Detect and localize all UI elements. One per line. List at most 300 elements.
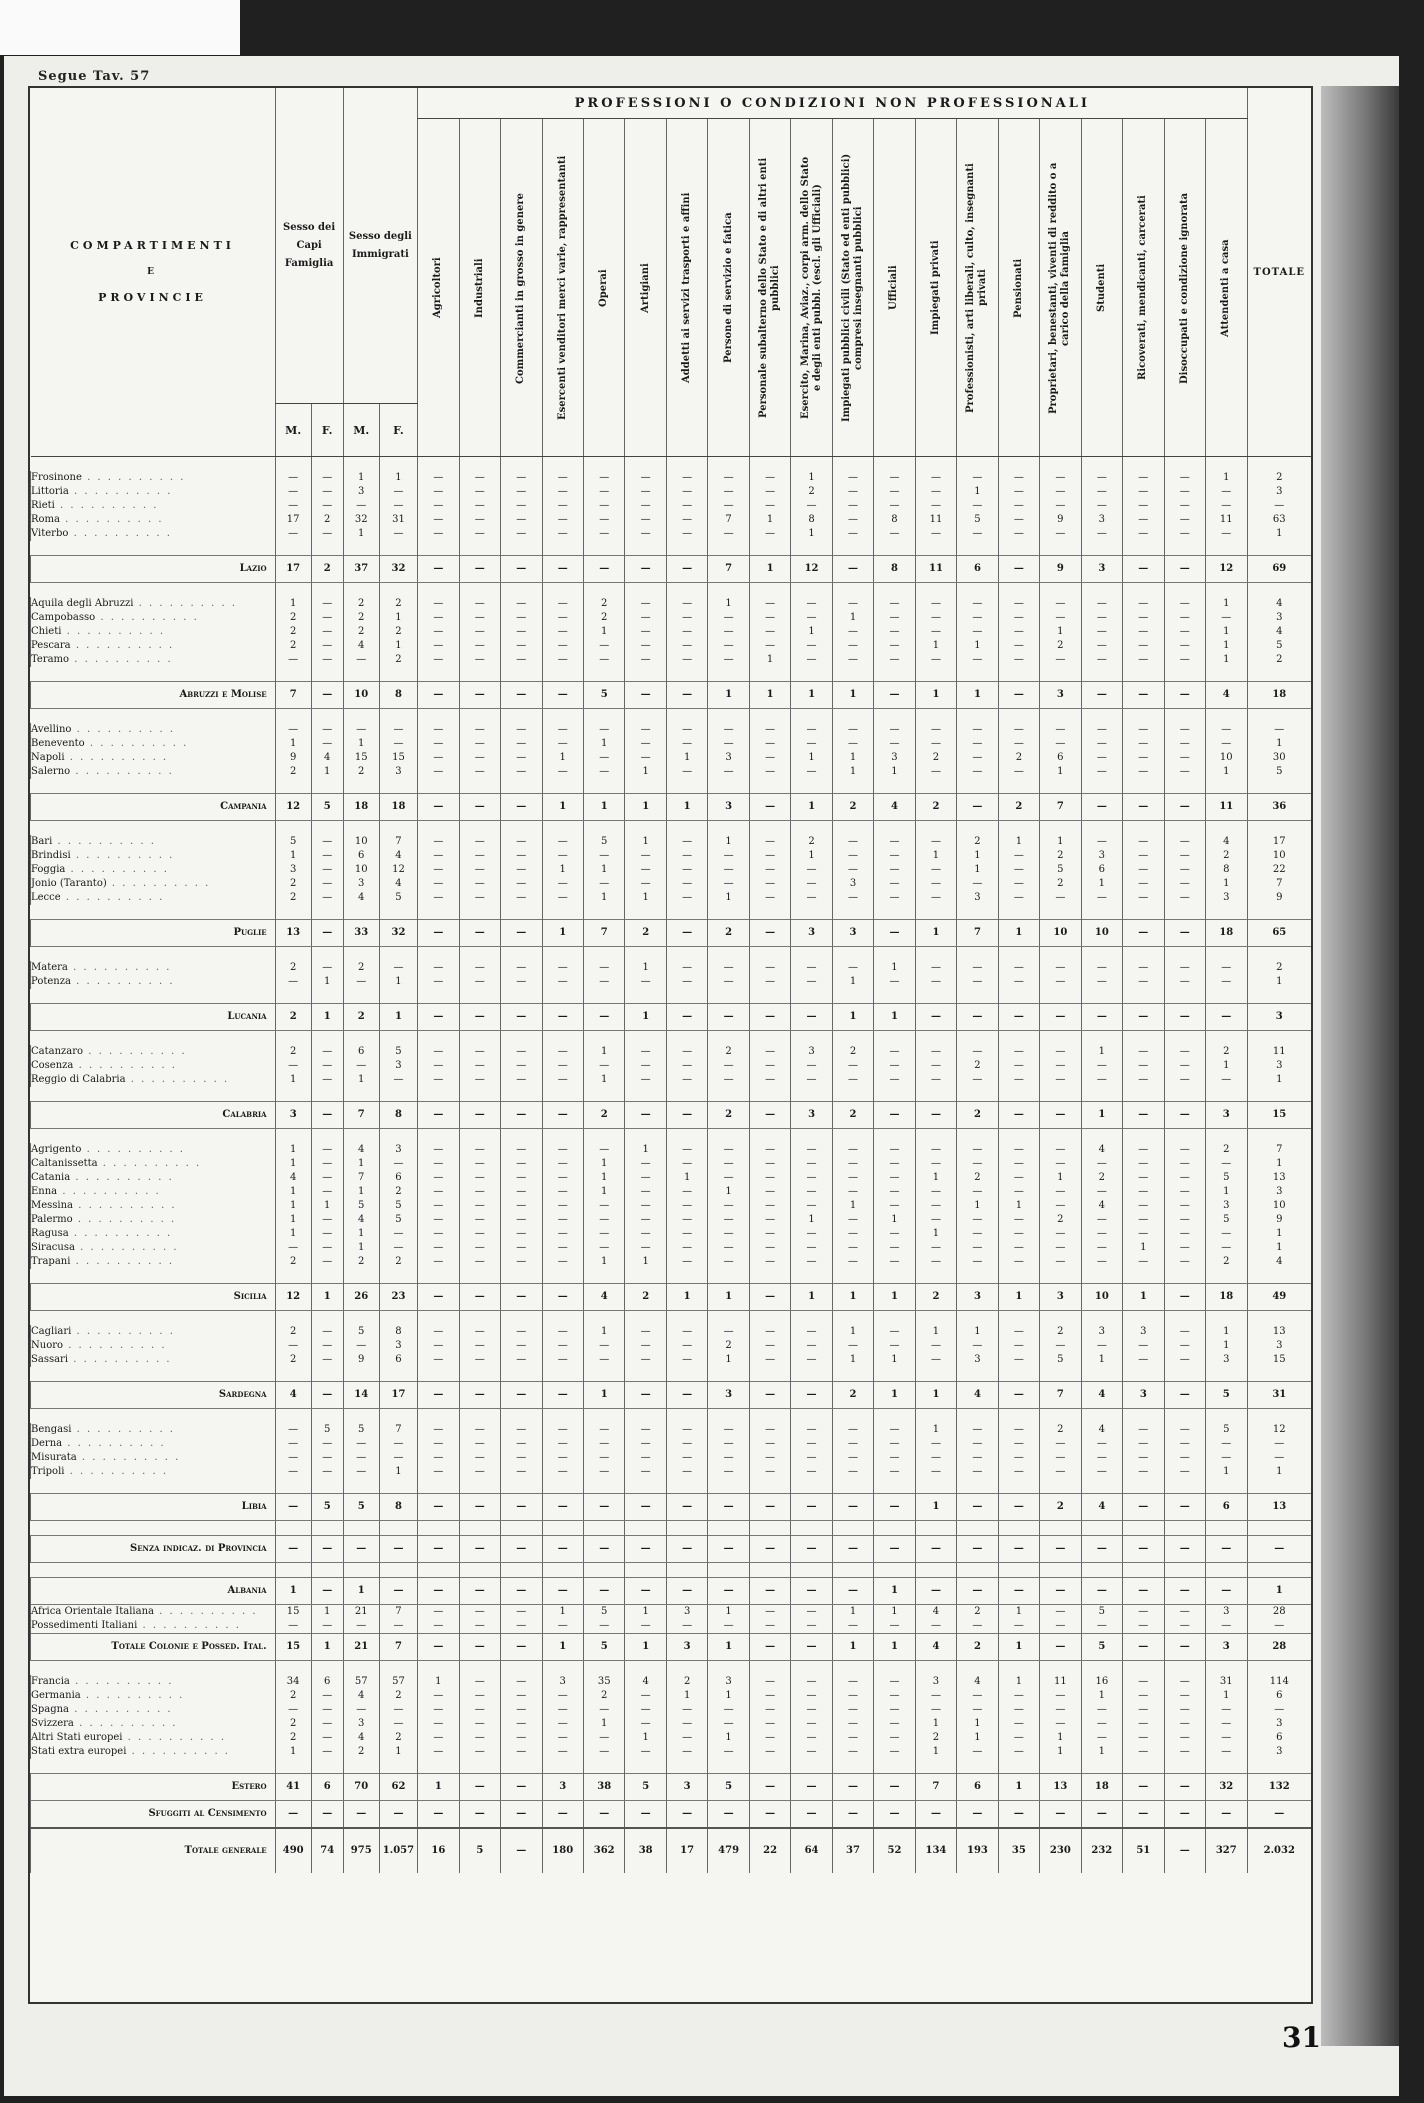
scan-top-margin bbox=[0, 0, 240, 55]
profession-header-13 bbox=[915, 119, 956, 457]
cell-value: 1 bbox=[379, 975, 417, 989]
cell-value: — bbox=[666, 1353, 707, 1367]
cell-value: — bbox=[998, 485, 1039, 499]
cell-value: — bbox=[832, 891, 873, 905]
cell-value: — bbox=[459, 1731, 500, 1745]
spacer-cell bbox=[542, 709, 583, 724]
spacer-cell bbox=[459, 1129, 500, 1144]
cell-value: — bbox=[791, 1703, 832, 1717]
spacer-cell bbox=[275, 905, 311, 920]
spacer-cell bbox=[418, 1269, 459, 1284]
cell-value: — bbox=[874, 1339, 915, 1353]
row-label bbox=[31, 1284, 276, 1311]
spacer-cell bbox=[998, 1661, 1039, 1676]
spacer-cell bbox=[542, 1269, 583, 1284]
cell-value: — bbox=[311, 1619, 343, 1634]
cell-value: — bbox=[791, 639, 832, 653]
spacer-cell bbox=[915, 1031, 956, 1046]
cell-value: 16 bbox=[418, 1828, 459, 1873]
cell-value: — bbox=[1164, 1731, 1205, 1745]
cell-value: — bbox=[459, 1171, 500, 1185]
spacer-cell bbox=[832, 989, 873, 1004]
spacer-cell bbox=[791, 1367, 832, 1382]
row-label bbox=[31, 1102, 276, 1129]
spacer-cell bbox=[1123, 1661, 1164, 1676]
cell-value: — bbox=[832, 1731, 873, 1745]
spacer-cell bbox=[915, 821, 956, 836]
spacer-cell bbox=[749, 541, 790, 556]
cell-value: — bbox=[1123, 1353, 1164, 1367]
cell-value: 3 bbox=[1206, 1199, 1248, 1213]
cell-value: — bbox=[1164, 1353, 1205, 1367]
sfuggiti-row bbox=[31, 1801, 1312, 1829]
cell-value: 37 bbox=[343, 556, 379, 583]
spacer-cell bbox=[666, 1563, 707, 1578]
row-label bbox=[31, 653, 276, 667]
cell-value: — bbox=[874, 1227, 915, 1241]
spacer-cell bbox=[874, 667, 915, 682]
cell-value: — bbox=[874, 877, 915, 891]
cell-value: 10 bbox=[1081, 920, 1122, 947]
cell-value: — bbox=[625, 1213, 666, 1227]
leader-dots: . . . . . . . . . . bbox=[106, 878, 211, 889]
cell-value: — bbox=[583, 513, 624, 527]
spacer-cell bbox=[1123, 1479, 1164, 1494]
cell-value: — bbox=[501, 1339, 542, 1353]
cell-value: 17 bbox=[379, 1382, 417, 1409]
cell-value: — bbox=[459, 513, 500, 527]
cell-value: — bbox=[1206, 1227, 1248, 1241]
spacer-cell bbox=[343, 667, 379, 682]
cell-value: — bbox=[998, 975, 1039, 989]
row-label bbox=[31, 597, 276, 611]
cell-value: 57 bbox=[343, 1675, 379, 1689]
spacer-cell bbox=[459, 1367, 500, 1382]
cell-value: — bbox=[749, 1325, 790, 1339]
spacer-cell bbox=[749, 1031, 790, 1046]
cell-value: — bbox=[1164, 639, 1205, 653]
cell-value: — bbox=[1164, 513, 1205, 527]
leader-dots: . . . . . . . . . . bbox=[60, 892, 165, 903]
row-label bbox=[31, 1828, 276, 1873]
spacer-row bbox=[31, 947, 1312, 962]
spacer-cell bbox=[343, 1129, 379, 1144]
cell-value: — bbox=[1123, 1171, 1164, 1185]
spacer-cell bbox=[583, 821, 624, 836]
spacer-cell bbox=[343, 821, 379, 836]
cell-value: 1 bbox=[957, 485, 998, 499]
cell-value: — bbox=[418, 1339, 459, 1353]
cell-value: — bbox=[749, 1185, 790, 1199]
province-row bbox=[31, 597, 1312, 611]
spacer-cell bbox=[379, 709, 417, 724]
cell-value: 10 bbox=[1247, 849, 1311, 863]
spacer-cell bbox=[311, 1311, 343, 1326]
cell-value: 3 bbox=[1040, 1284, 1081, 1311]
cell-value: 1 bbox=[957, 1717, 998, 1731]
spacer-cell bbox=[379, 1269, 417, 1284]
cell-value: — bbox=[666, 1731, 707, 1745]
cell-value: 4 bbox=[874, 794, 915, 821]
cell-value: — bbox=[1247, 499, 1311, 513]
spacer-cell bbox=[957, 989, 998, 1004]
row-label bbox=[31, 794, 276, 821]
cell-value: — bbox=[1123, 737, 1164, 751]
cell-value: 2 bbox=[343, 765, 379, 779]
spacer-cell bbox=[708, 1409, 749, 1424]
cell-value: — bbox=[418, 1284, 459, 1311]
possedimenti-row bbox=[31, 1619, 1312, 1634]
cell-value: 13 bbox=[1247, 1171, 1311, 1185]
cell-value: — bbox=[708, 1199, 749, 1213]
spacer-cell bbox=[343, 1087, 379, 1102]
cell-value: — bbox=[1164, 1774, 1205, 1801]
spacer-cell bbox=[1247, 1367, 1311, 1382]
row-label bbox=[31, 513, 276, 527]
cell-value: 1 bbox=[915, 1382, 956, 1409]
cell-value: — bbox=[1040, 1689, 1081, 1703]
spacer-cell bbox=[749, 1367, 790, 1382]
cell-value: — bbox=[708, 1143, 749, 1157]
cell-value: 2 bbox=[275, 1325, 311, 1339]
cell-value: — bbox=[1081, 653, 1122, 667]
cell-value: — bbox=[1164, 1004, 1205, 1031]
cell-value: — bbox=[832, 485, 873, 499]
row-label-text: Chieti bbox=[31, 626, 62, 637]
cell-value: 1 bbox=[625, 891, 666, 905]
cell-value: — bbox=[501, 891, 542, 905]
spacer-cell bbox=[1206, 947, 1248, 962]
cell-value: — bbox=[418, 1494, 459, 1521]
cell-value: — bbox=[501, 1185, 542, 1199]
cell-value: — bbox=[874, 1185, 915, 1199]
cell-value: — bbox=[418, 849, 459, 863]
spacer-cell bbox=[1164, 821, 1205, 836]
spacer-cell bbox=[379, 1311, 417, 1326]
cell-value: — bbox=[501, 1171, 542, 1185]
cell-value: — bbox=[749, 1731, 790, 1745]
cell-value: — bbox=[542, 1157, 583, 1171]
cell-value: — bbox=[275, 1059, 311, 1073]
cell-value: — bbox=[418, 1241, 459, 1255]
cell-value: 2 bbox=[1206, 1143, 1248, 1157]
cell-value: — bbox=[311, 1703, 343, 1717]
row-label-text: Derna bbox=[31, 1438, 63, 1449]
cell-value: 2 bbox=[832, 794, 873, 821]
totale-header: TOTALE bbox=[1247, 88, 1311, 457]
cell-value: — bbox=[791, 1171, 832, 1185]
row-label bbox=[31, 1073, 276, 1087]
cell-value: 1 bbox=[1040, 1171, 1081, 1185]
profession-header-8 bbox=[708, 119, 749, 457]
cell-value: 1 bbox=[343, 527, 379, 541]
spacer-cell bbox=[708, 1521, 749, 1536]
cell-value: 6 bbox=[311, 1675, 343, 1689]
cell-value: — bbox=[957, 1339, 998, 1353]
cell-value: — bbox=[1081, 1227, 1122, 1241]
cell-value: 4 bbox=[1247, 625, 1311, 639]
spacer-cell bbox=[1247, 1563, 1311, 1578]
cell-value: — bbox=[832, 639, 873, 653]
spacer-cell bbox=[1164, 1409, 1205, 1424]
cell-value: — bbox=[666, 1241, 707, 1255]
cell-value: — bbox=[666, 471, 707, 485]
cell-value: — bbox=[874, 1073, 915, 1087]
spacer-cell bbox=[501, 779, 542, 794]
cell-value: — bbox=[311, 1465, 343, 1479]
cell-value: — bbox=[459, 1004, 500, 1031]
cell-value: — bbox=[625, 1745, 666, 1759]
row-label-text: Stati extra europei bbox=[31, 1746, 127, 1757]
row-label-text: Catanzaro bbox=[31, 1046, 84, 1057]
cell-value: — bbox=[832, 1465, 873, 1479]
spacer-cell bbox=[874, 1759, 915, 1774]
cell-value: — bbox=[311, 1213, 343, 1227]
cell-value: 2 bbox=[379, 597, 417, 611]
cell-value: — bbox=[915, 1059, 956, 1073]
spacer-row bbox=[31, 1563, 1312, 1578]
cell-value: — bbox=[583, 485, 624, 499]
spacer-cell bbox=[542, 583, 583, 598]
cell-value: — bbox=[791, 1689, 832, 1703]
spacer-row bbox=[31, 821, 1312, 836]
spacer-cell bbox=[708, 667, 749, 682]
spacer-cell bbox=[501, 947, 542, 962]
cell-value: 3 bbox=[379, 1143, 417, 1157]
cell-value: 1 bbox=[832, 751, 873, 765]
row-label-text: Enna bbox=[31, 1186, 58, 1197]
cell-value: — bbox=[791, 1157, 832, 1171]
cell-value: 2 bbox=[379, 1255, 417, 1269]
cell-value: 1 bbox=[915, 849, 956, 863]
cell-value: 1 bbox=[583, 863, 624, 877]
province-row bbox=[31, 1045, 1312, 1059]
cell-value: — bbox=[542, 1143, 583, 1157]
cell-value: — bbox=[1081, 639, 1122, 653]
cell-value: — bbox=[1206, 1717, 1248, 1731]
cell-value: — bbox=[791, 723, 832, 737]
cell-value: 3 bbox=[1247, 1185, 1311, 1199]
cell-value: 5 bbox=[379, 1045, 417, 1059]
cell-value: 7 bbox=[343, 1102, 379, 1129]
row-label bbox=[31, 1675, 276, 1689]
cell-value: — bbox=[501, 527, 542, 541]
spacer-cell bbox=[874, 1563, 915, 1578]
cell-value: — bbox=[1040, 1437, 1081, 1451]
cell-value: — bbox=[832, 835, 873, 849]
cell-value: 3 bbox=[708, 1675, 749, 1689]
cell-value: — bbox=[501, 1536, 542, 1563]
leader-dots: . . . . . . . . . . bbox=[71, 1424, 175, 1435]
cell-value: — bbox=[1123, 1619, 1164, 1634]
cell-value: — bbox=[998, 513, 1039, 527]
cell-value: — bbox=[501, 1731, 542, 1745]
cell-value: — bbox=[625, 1171, 666, 1185]
cell-value: — bbox=[311, 1801, 343, 1829]
cell-value: — bbox=[1206, 1801, 1248, 1829]
cell-value: — bbox=[542, 1325, 583, 1339]
cell-value: 14 bbox=[343, 1382, 379, 1409]
cell-value: — bbox=[311, 471, 343, 485]
cell-value: 1 bbox=[1247, 1227, 1311, 1241]
cell-value: 26 bbox=[343, 1284, 379, 1311]
cell-value: — bbox=[379, 737, 417, 751]
cell-value: 2 bbox=[666, 1675, 707, 1689]
spacer-cell bbox=[583, 1367, 624, 1382]
spacer-cell bbox=[379, 541, 417, 556]
cell-value: — bbox=[1164, 1689, 1205, 1703]
cell-value: — bbox=[957, 723, 998, 737]
cell-value: 15 bbox=[275, 1605, 311, 1620]
spacer-cell bbox=[1164, 905, 1205, 920]
cell-value: — bbox=[915, 863, 956, 877]
cell-value: — bbox=[583, 765, 624, 779]
cell-value: — bbox=[501, 1828, 542, 1873]
spacer-cell bbox=[708, 709, 749, 724]
spacer-cell bbox=[379, 1563, 417, 1578]
cell-value: — bbox=[625, 1199, 666, 1213]
cell-value: — bbox=[1123, 723, 1164, 737]
cell-value: — bbox=[666, 1494, 707, 1521]
cell-value: — bbox=[343, 975, 379, 989]
spacer-cell bbox=[708, 541, 749, 556]
compartimento-total-row bbox=[31, 1284, 1312, 1311]
cell-value: — bbox=[1123, 1689, 1164, 1703]
cell-value: — bbox=[708, 1578, 749, 1605]
cell-value: 1 bbox=[998, 1605, 1039, 1620]
cell-value: 1 bbox=[625, 1605, 666, 1620]
cell-value: — bbox=[957, 1213, 998, 1227]
profession-label: Agricoltori bbox=[432, 257, 444, 318]
cell-value: — bbox=[583, 1004, 624, 1031]
cell-value: 1 bbox=[998, 1774, 1039, 1801]
row-label bbox=[31, 1157, 276, 1171]
spacer-cell bbox=[542, 1311, 583, 1326]
spacer-cell bbox=[1206, 1269, 1248, 1284]
cell-value: 32 bbox=[379, 556, 417, 583]
cell-value: — bbox=[1081, 1731, 1122, 1745]
row-label-text: Svizzera bbox=[31, 1718, 74, 1729]
cell-value: — bbox=[915, 1255, 956, 1269]
cell-value: — bbox=[625, 611, 666, 625]
spacer-cell bbox=[501, 667, 542, 682]
cell-value: — bbox=[343, 723, 379, 737]
cell-value: — bbox=[666, 877, 707, 891]
cell-value: — bbox=[708, 877, 749, 891]
cell-value: — bbox=[915, 1004, 956, 1031]
cell-value: 5 bbox=[459, 1828, 500, 1873]
cell-value: — bbox=[998, 639, 1039, 653]
cell-value: — bbox=[791, 1494, 832, 1521]
spacer-cell bbox=[791, 1031, 832, 1046]
cell-value: 1 bbox=[311, 1004, 343, 1031]
row-label bbox=[31, 1494, 276, 1521]
row-label-text: Sardegna bbox=[218, 1389, 267, 1400]
cell-value: — bbox=[583, 1241, 624, 1255]
spacer-cell bbox=[749, 709, 790, 724]
cell-value: 33 bbox=[343, 920, 379, 947]
spacer-cell bbox=[708, 1479, 749, 1494]
cell-value: 1 bbox=[666, 1171, 707, 1185]
spacer-cell bbox=[832, 667, 873, 682]
cell-value: 17 bbox=[275, 556, 311, 583]
cell-value: — bbox=[915, 1619, 956, 1634]
cell-value: — bbox=[459, 1437, 500, 1451]
spacer-cell bbox=[542, 1087, 583, 1102]
spacer-cell bbox=[418, 667, 459, 682]
profession-header-5 bbox=[583, 119, 624, 457]
spacer-cell bbox=[1247, 1521, 1311, 1536]
cell-value: — bbox=[418, 653, 459, 667]
spacer-cell bbox=[418, 1311, 459, 1326]
cell-value: — bbox=[666, 849, 707, 863]
cell-value: — bbox=[542, 556, 583, 583]
spacer-cell bbox=[874, 1129, 915, 1144]
spacer-cell bbox=[625, 1521, 666, 1536]
cell-value: — bbox=[459, 961, 500, 975]
row-label-text: Agrigento bbox=[31, 1144, 82, 1155]
cell-value: 1 bbox=[998, 835, 1039, 849]
cell-value: — bbox=[791, 1255, 832, 1269]
spacer-cell bbox=[1123, 709, 1164, 724]
cell-value: — bbox=[501, 1199, 542, 1213]
cell-value: — bbox=[874, 920, 915, 947]
cell-value: — bbox=[311, 1157, 343, 1171]
row-label-text: Cagliari bbox=[31, 1326, 72, 1337]
spacer-cell bbox=[832, 1087, 873, 1102]
cell-value: — bbox=[957, 625, 998, 639]
cell-value: — bbox=[666, 611, 707, 625]
cell-value: 3 bbox=[1123, 1382, 1164, 1409]
spacer-cell bbox=[1206, 1311, 1248, 1326]
cell-value: — bbox=[1123, 1185, 1164, 1199]
leader-dots: . . . . . . . . . . bbox=[70, 766, 174, 777]
cell-value: — bbox=[1164, 1073, 1205, 1087]
spacer-row bbox=[31, 1129, 1312, 1144]
spacer-cell bbox=[957, 1367, 998, 1382]
cell-value: — bbox=[501, 1689, 542, 1703]
spacer-cell bbox=[311, 457, 343, 472]
cell-value: — bbox=[998, 1801, 1039, 1829]
cell-value: 1 bbox=[379, 611, 417, 625]
cell-value: — bbox=[542, 737, 583, 751]
row-label-text: Salerno bbox=[31, 766, 71, 777]
spacer-cell bbox=[791, 709, 832, 724]
cell-value: — bbox=[379, 723, 417, 737]
cell-value: — bbox=[749, 1157, 790, 1171]
cell-value: 7 bbox=[1040, 794, 1081, 821]
spacer-cell bbox=[1123, 1269, 1164, 1284]
spacer-cell bbox=[832, 1521, 873, 1536]
spacer-cell bbox=[1206, 1661, 1248, 1676]
cell-value: — bbox=[1206, 975, 1248, 989]
cell-value: 5 bbox=[583, 835, 624, 849]
cell-value: 12 bbox=[275, 794, 311, 821]
cell-value: — bbox=[1164, 1423, 1205, 1437]
spacer-cell bbox=[957, 667, 998, 682]
cell-value: — bbox=[832, 1437, 873, 1451]
cell-value: — bbox=[418, 1073, 459, 1087]
cell-value: — bbox=[1040, 723, 1081, 737]
cell-value: — bbox=[1164, 1634, 1205, 1661]
row-label bbox=[31, 1004, 276, 1031]
cell-value: — bbox=[418, 863, 459, 877]
cell-value: — bbox=[749, 1213, 790, 1227]
cell-value: — bbox=[1040, 611, 1081, 625]
cell-value: — bbox=[311, 1325, 343, 1339]
cell-value: — bbox=[625, 1578, 666, 1605]
cell-value: — bbox=[418, 1143, 459, 1157]
